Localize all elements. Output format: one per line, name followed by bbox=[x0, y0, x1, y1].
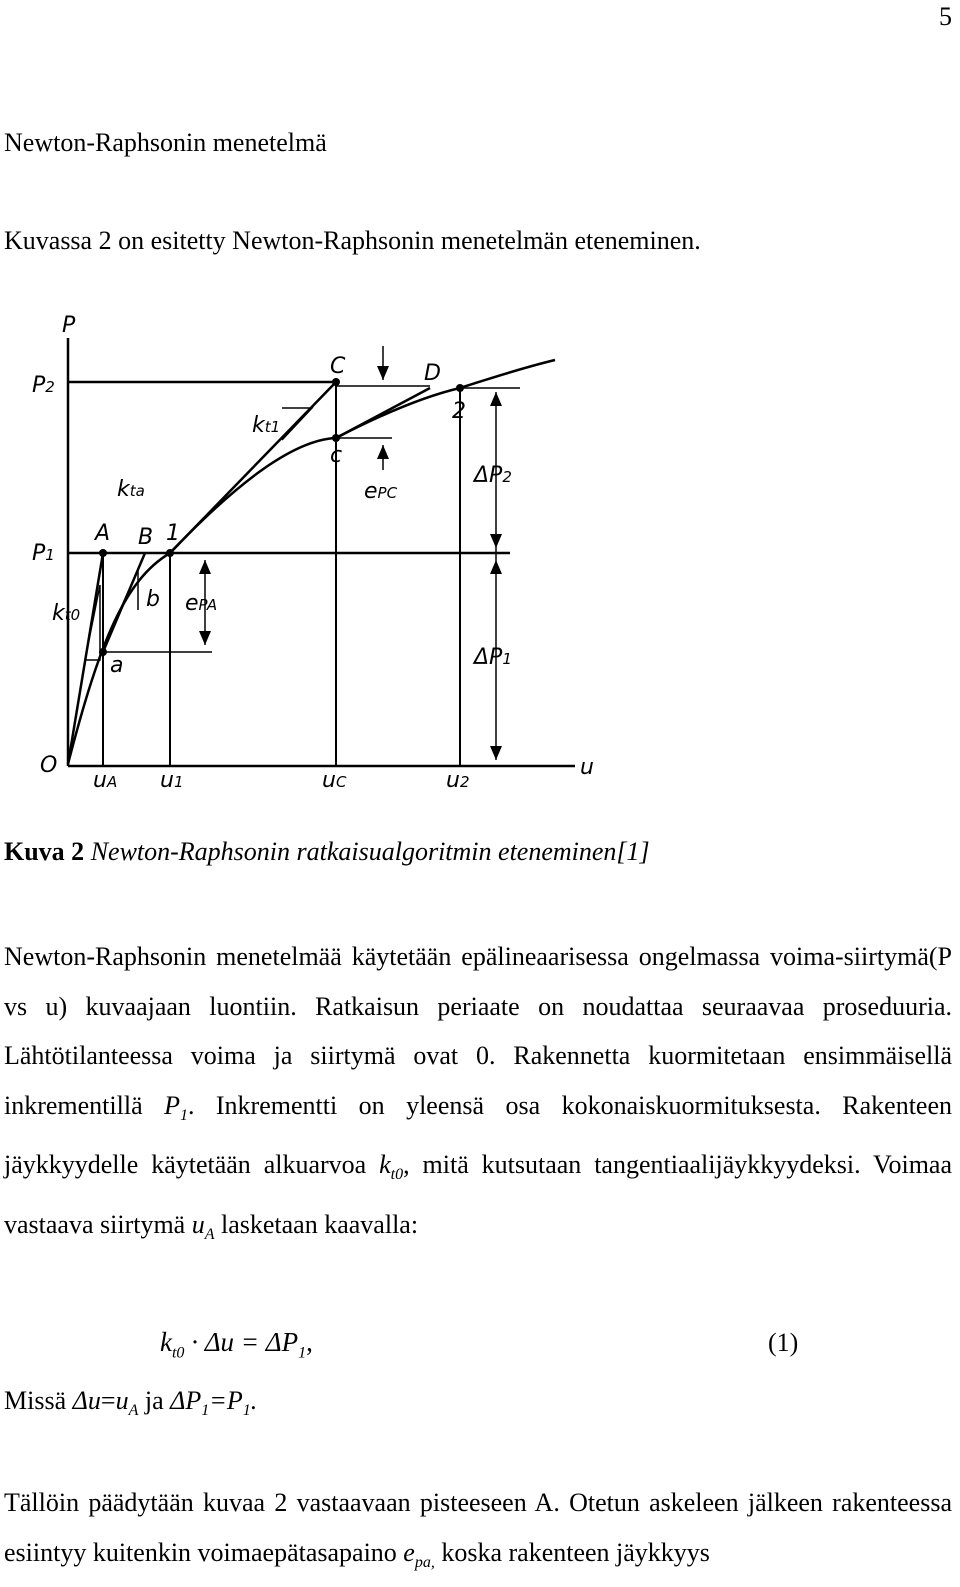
figure-caption bbox=[4, 837, 650, 867]
svg-text:u: u bbox=[580, 755, 594, 780]
kt0-triangle bbox=[85, 585, 100, 660]
svg-text:uC: uC bbox=[322, 768, 347, 793]
svg-text:O: O bbox=[40, 753, 58, 778]
caption-text: Newton-Raphsonin ratkaisualgoritmin eteneminen[1] bbox=[84, 837, 650, 866]
svg-text:kt1: kt1 bbox=[252, 413, 281, 438]
svg-text:2: 2 bbox=[452, 399, 466, 424]
svg-text:P1: P1 bbox=[32, 541, 55, 566]
kta-triangle bbox=[120, 570, 138, 610]
caption-label: Kuva 2 bbox=[4, 837, 85, 866]
svg-text:ePC: ePC bbox=[364, 479, 398, 504]
svg-text:u2: u2 bbox=[446, 768, 470, 793]
body-paragraph-2: Tällöin päädytään kuvaa 2 vastaavaan pisteeseen A. Otetun askeleen jälkeen rakenteessa esiintyy kuitenkin voimaepätasapaino $e_{pa,}$ koska rakenteen jäykkyys bbox=[4, 1488, 952, 1571]
svg-text:u1: u1 bbox=[160, 768, 184, 793]
svg-text:ePA: ePA bbox=[185, 591, 218, 616]
kt1-triangle bbox=[282, 408, 312, 440]
equation-legend: Missä $\Delta u=u_A$ ja $\Delta P_1=P_1$. bbox=[4, 1386, 258, 1420]
svg-text:C: C bbox=[330, 354, 346, 379]
svg-text:ΔP2: ΔP2 bbox=[474, 463, 512, 488]
svg-text:P: P bbox=[62, 313, 76, 338]
newton-raphson-figure bbox=[0, 300, 960, 820]
body-paragraph-1: Newton-Raphsonin menetelmää käytetään epälineaarisessa ongelmassa voima-siirtymä(P vs u) kuvaajaan luontiin. Ratkaisun periaate on noudattaa seuraavaa proseduuria. Lähtötilanteessa voima ja siirtymä ovat 0. Rakennetta kuormitetaan ensimmäisellä inkrementillä $P_1$. Inkrementti on yleensä osa kokonaiskuormituksesta. Rakenteen jäykkyydelle käytetään alkuarvoa $k_{t0}$, mitä kutsutaan tangentiaalijäykkyydeksi. Voimaa vastaava siirtymä $u_A$ lasketaan kaavalla: bbox=[4, 942, 953, 1244]
section-heading: Newton-Raphsonin menetelmä bbox=[4, 128, 327, 157]
intro-paragraph: Kuvassa 2 on esitetty Newton-Raphsonin menetelmän eteneminen. bbox=[4, 226, 701, 255]
svg-text:uA: uA bbox=[93, 768, 118, 793]
svg-text:P2: P2 bbox=[32, 373, 55, 398]
svg-text:c: c bbox=[330, 443, 343, 468]
equation-number: (1) bbox=[768, 1328, 799, 1357]
page-number: 5 bbox=[939, 2, 952, 31]
svg-text:kta: kta bbox=[117, 477, 145, 502]
svg-text:D: D bbox=[424, 361, 441, 386]
svg-text:1: 1 bbox=[166, 521, 180, 546]
svg-text:A: A bbox=[95, 521, 111, 546]
secant-d bbox=[336, 388, 430, 438]
svg-text:ΔP1: ΔP1 bbox=[474, 645, 512, 670]
svg-text:kt0: kt0 bbox=[52, 601, 81, 626]
svg-text:a: a bbox=[110, 653, 124, 678]
svg-text:b: b bbox=[146, 587, 160, 612]
equation-1: $k_{t0} \cdot \Delta u = \Delta P_1$, bbox=[160, 1327, 313, 1362]
svg-text:B: B bbox=[138, 525, 154, 550]
